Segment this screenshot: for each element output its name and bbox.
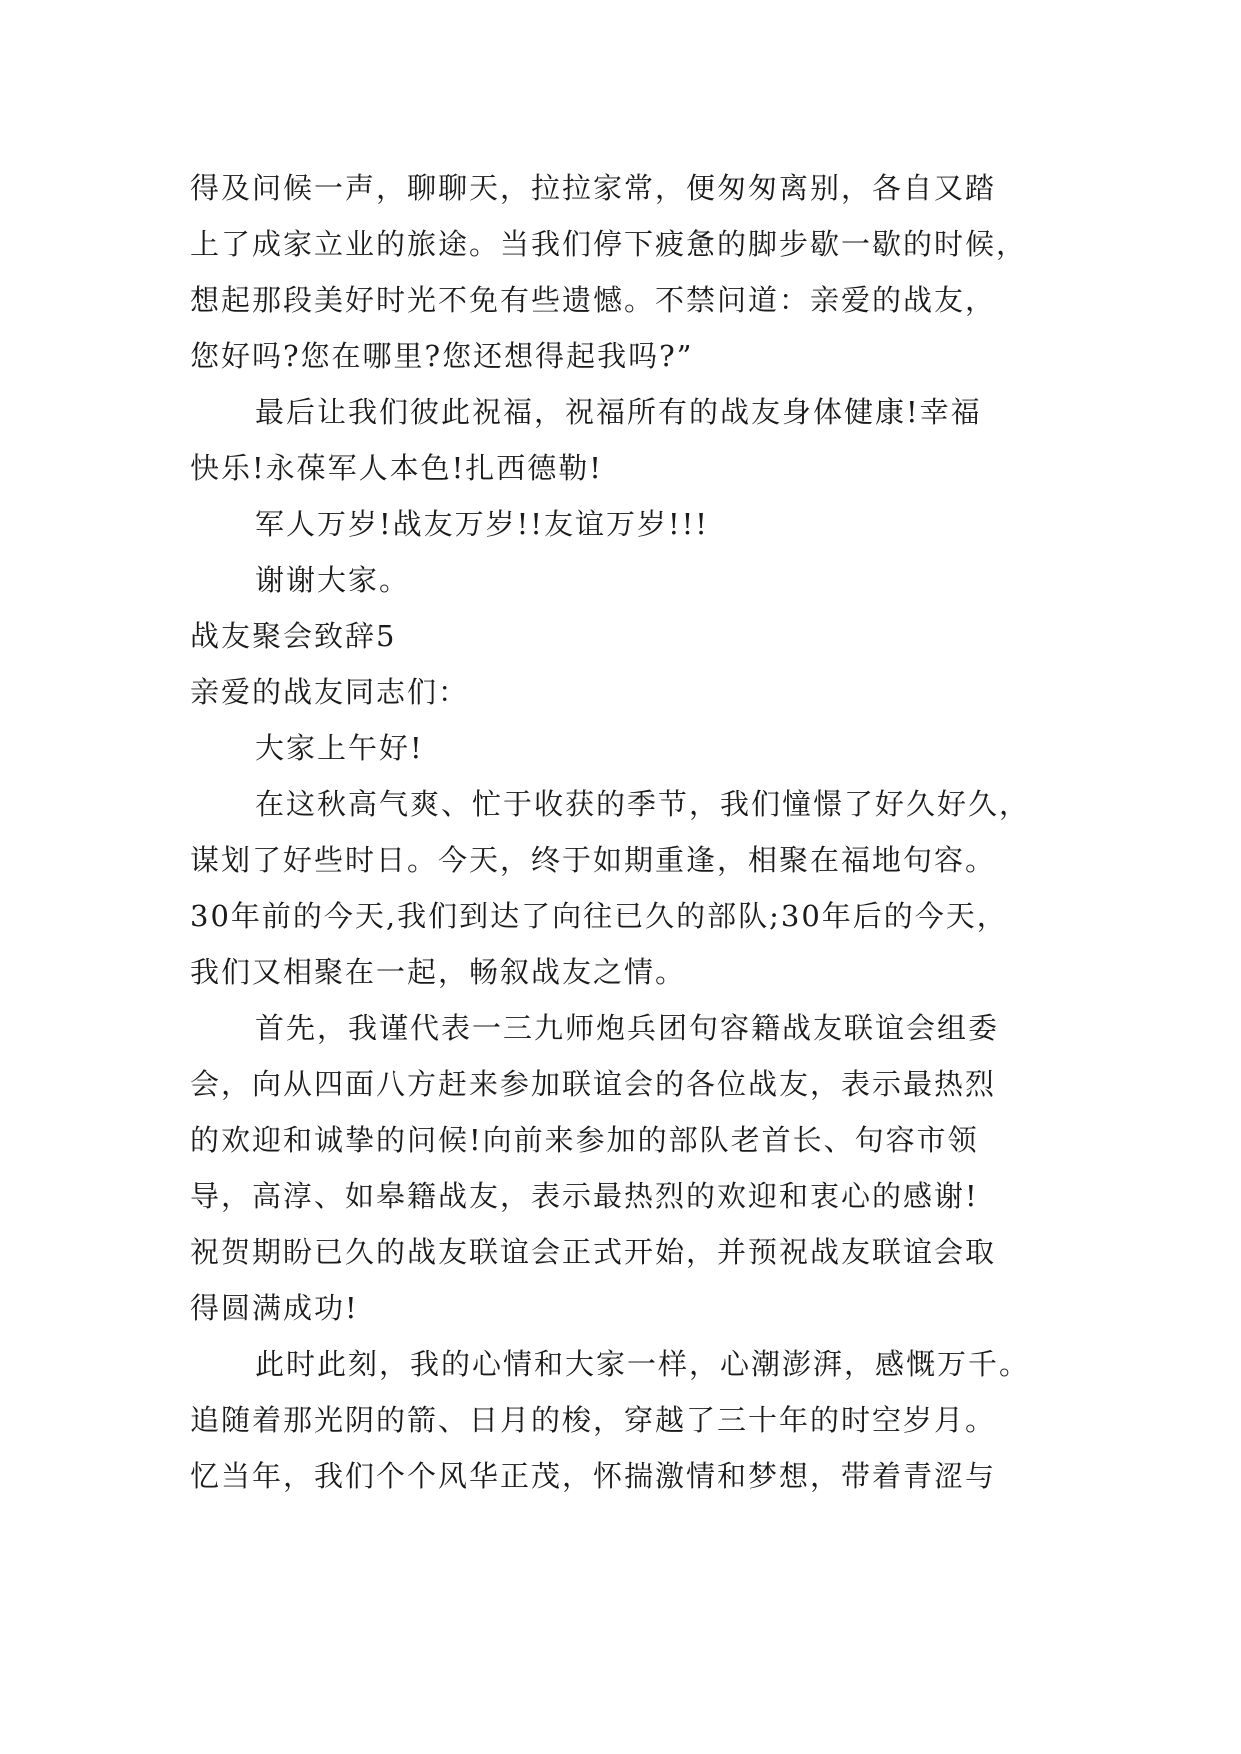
text-line: 导，高淳、如皋籍战友，表示最热烈的欢迎和衷心的感谢! xyxy=(190,1179,979,1213)
paragraph-first-line: 最后让我们彼此祝福，祝福所有的战友身体健康!幸福 xyxy=(255,395,982,429)
greeting: 大家上午好! xyxy=(255,731,424,765)
text-line: 追随着那光阴的箭、日月的梭，穿越了三十年的时空岁月。 xyxy=(190,1403,997,1437)
text-line: 想起那段美好时光不免有些遗憾。不禁问道：亲爱的战友， xyxy=(190,283,997,317)
text-line: 会，向从四面八方赶来参加联谊会的各位战友，表示最热烈 xyxy=(190,1067,997,1101)
text-line: 得圆满成功! xyxy=(190,1291,359,1325)
salutation: 亲爱的战友同志们： xyxy=(190,675,470,709)
paragraph-first-line: 军人万岁!战友万岁!!友谊万岁!!! xyxy=(255,507,709,541)
paragraph-first-line: 谢谢大家。 xyxy=(255,563,411,597)
text-line: 祝贺期盼已久的战友联谊会正式开始，并预祝战友联谊会取 xyxy=(190,1235,997,1269)
text-line: 上了成家立业的旅途。当我们停下疲惫的脚步歇一歇的时候， xyxy=(190,227,1028,261)
text-line: 您好吗?您在哪里?您还想得起我吗?” xyxy=(190,339,694,373)
text-line: 的欢迎和诚挚的问候!向前来参加的部队老首长、句容市领 xyxy=(190,1123,979,1157)
paragraph-first-line: 在这秋高气爽、忙于收获的季节，我们憧憬了好久好久， xyxy=(255,787,1031,821)
text-line: 快乐!永葆军人本色!扎西德勒! xyxy=(190,451,603,485)
paragraph-first-line: 此时此刻，我的心情和大家一样，心潮澎湃，感慨万千。 xyxy=(255,1347,1031,1381)
text-line: 谋划了好些时日。今天，终于如期重逢，相聚在福地句容。 xyxy=(190,843,997,877)
text-line: 忆当年，我们个个风华正茂，怀揣激情和梦想，带着青涩与 xyxy=(190,1459,997,1493)
paragraph-first-line: 首先，我谨代表一三九师炮兵团句容籍战友联谊会组委 xyxy=(255,1011,1000,1045)
text-line: 30年前的今天,我们到达了向往已久的部队;30年后的今天， xyxy=(190,899,1008,933)
text-line: 得及问候一声，聊聊天，拉拉家常，便匆匆离别，各自又踏 xyxy=(190,171,997,205)
section-heading: 战友聚会致辞5 xyxy=(190,619,397,653)
text-line: 我们又相聚在一起，畅叙战友之情。 xyxy=(190,955,687,989)
